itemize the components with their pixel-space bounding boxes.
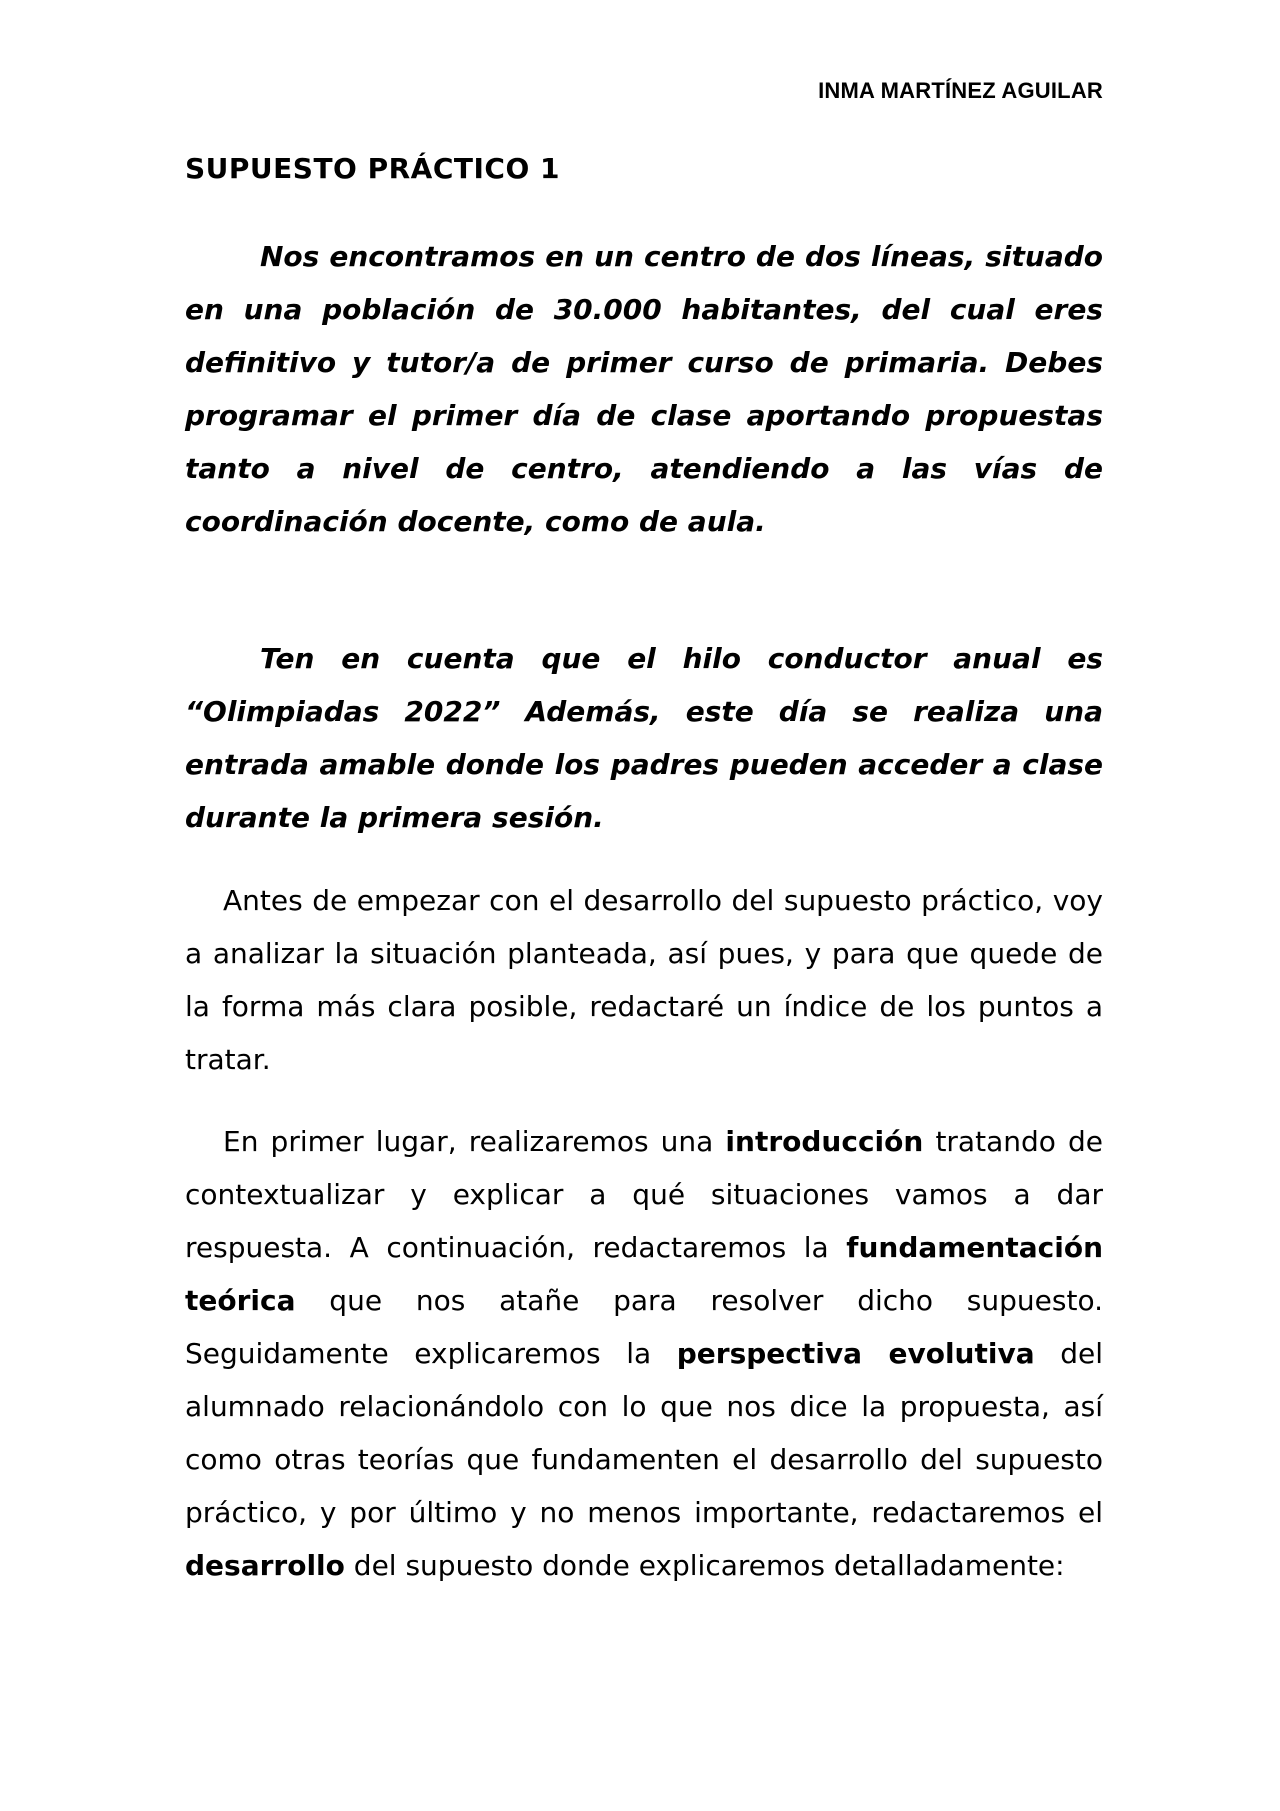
outline-text-3: que nos atañe para resolver dicho supuesto. Seguidamente explicaremos la — [185, 1284, 1103, 1370]
document-title: SUPUESTO PRÁCTICO 1 — [185, 152, 561, 185]
outline-term-fundamentacion: fundamentación teórica — [185, 1231, 1103, 1317]
outline-text-4: del alumnado relacionándolo con lo que nos dice la propuesta, así como otras teorías que fundamenten el desarrollo del supuesto práctico, y por último y no menos importante, redactaremos el — [185, 1337, 1103, 1529]
outline-term-desarrollo: desarrollo — [185, 1549, 345, 1582]
outline-text-2: tratando de contextualizar y explicar a qué situaciones vamos a dar respuesta. A continuación, redactaremos la — [185, 1125, 1103, 1264]
outline-paragraph — [185, 1115, 1103, 1592]
statement-paragraph-1: Nos encontramos en un centro de dos líneas, situado en una población de 30.000 habitantes, del cual eres definitivo y tutor/a de primer curso de primaria. Debes programar el primer día de clase aportando propuestas tanto a nivel de centro, atendiendo a las vías de coordinación docente, como de aula. — [185, 240, 1103, 538]
outline-text-1: En primer lugar, realizaremos una — [223, 1125, 726, 1158]
outline-term-perspectiva: perspectiva evolutiva — [676, 1337, 1035, 1370]
statement-paragraph-2: Ten en cuenta que el hilo conductor anual es “Olimpiadas 2022” Además, este día se realiza una entrada amable donde los padres pueden acceder a clase durante la primera sesión. — [185, 642, 1103, 834]
header-author-name: INMA MARTÍNEZ AGUILAR — [818, 78, 1103, 103]
outline-text-5: del supuesto donde explicaremos detalladamente: — [344, 1549, 1065, 1582]
outline-term-introduccion: introducción — [725, 1125, 924, 1158]
intro-paragraph: Antes de empezar con el desarrollo del supuesto práctico, voy a analizar la situación planteada, así pues, y para que quede de la forma más clara posible, redactaré un índice de los puntos a tratar. — [185, 884, 1103, 1076]
